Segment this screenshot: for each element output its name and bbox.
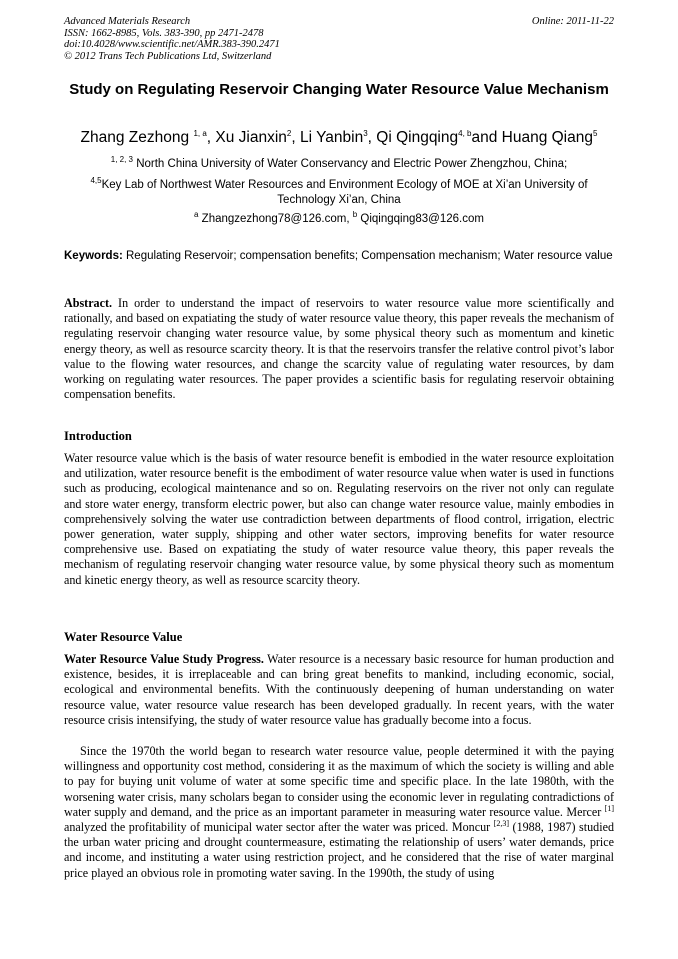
keywords-text: Regulating Reservoir; compensation benefits; Compensation mechanism; Water resource value: [122, 250, 613, 262]
affiliation-2: [60, 178, 618, 208]
author-superscript: 4, b: [458, 128, 472, 138]
doi-line: doi:10.4028/www.scientific.net/AMR.383-390.2471: [64, 39, 280, 50]
online-date: Online: 2011-11-22: [531, 16, 614, 27]
section-heading-water-resource-value: Water Resource Value: [64, 630, 183, 644]
study-progress-paragraph: [64, 652, 614, 728]
email-address: Zhangzezhong78@126.com,: [198, 213, 353, 225]
paragraph-text: Water resource is a necessary basic resource for human production and existence, besides, it is irreplaceable and can bring great benefits to mankind, including economic, social, ecological and environmental benefits. With the continuously deepening of human understanding on water resource value, water resource value research has been developed gradually. In recent years, with the water resource crisis intensifying, the study of water resource value has gradually become into a focus.: [64, 652, 614, 727]
email-line: [64, 212, 614, 227]
keywords: [64, 249, 614, 263]
keywords-label: Keywords:: [64, 250, 123, 262]
introduction-paragraph: Water resource value which is the basis of water resource benefit is embodied in the water resource exploitation and utilization, water resource benefit is the embodiment of water resource value when water is used in functions such as producing, ecological maintenance and so on. Regulating reservoirs on the river not only can regulate and store water energy, transform electric power, but also can change water resource value, mainly embodies in comprehensively solving the water use contradiction between departments of flood control, irrigation, electric power generation, water supply, shipping and other water sectors, improving benefits for water resource comprehensive use. Based on expatiating the study of water resource value theory, this paper reveals the mechanism of regulating reservoir changing water resource value, by some physical theory such as momentum and kinetic energy theory, as well as resource scarcity theory.: [64, 451, 614, 587]
affiliation-1: [60, 157, 618, 172]
email-address: Qiqingqing83@126.com: [357, 213, 484, 225]
citation-link[interactable]: [1]: [604, 803, 614, 813]
affiliation-text: North China University of Water Conservancy and Electric Power Zhengzhou, China;: [133, 158, 568, 170]
issn-line: ISSN: 1662-8985, Vols. 383-390, pp 2471-2478: [64, 27, 264, 39]
author-list: [40, 128, 638, 148]
journal-name: Advanced Materials Research: [64, 16, 191, 27]
abstract: [64, 296, 614, 402]
author-superscript: 3: [363, 128, 368, 138]
paragraph-text: Since the 1970th the world began to research water resource value, people determined it with the paying willingness and opportunity cost method, considering it as the maximum of which the society is willing and able to pay for buying unit volume of water at some specific time and specific place. In the late 1980th, with the worsening water crisis, many scholars began to consider using the economic lever in regulating contradictions of water supply and demand, and the price as an important parameter in measuring water resource value. Mercer: [64, 744, 614, 819]
paragraph-text: (1988, 1987) studied the urban water pricing and drought countermeasure, estimating the relationship of users’ water demands, price and income, and instituting a water using restriction project, and he considered that the rise of water marginal price played an obvious role in promoting water saving. In the 1990th, the study of using: [64, 820, 614, 880]
affiliation-superscript: 1, 2, 3: [110, 155, 134, 165]
author-name: Zhang Zezhong: [80, 129, 194, 146]
journal-metadata: [64, 16, 614, 62]
author-superscript: 2: [286, 128, 292, 138]
paper-title: Study on Regulating Reservoir Changing Water Resource Value Mechanism: [69, 81, 609, 98]
affiliation-superscript: 4,5: [90, 176, 102, 186]
history-paragraph: [64, 744, 614, 881]
author-superscript: 1, a: [193, 128, 207, 138]
abstract-label: Abstract.: [64, 296, 113, 310]
citation-link[interactable]: [2,3]: [493, 818, 510, 828]
author-name: , Li Yanbin: [291, 129, 364, 146]
copyright-line: © 2012 Trans Tech Publications Ltd, Switzerland: [64, 50, 272, 62]
email-superscript: a: [194, 210, 199, 220]
author-name: , Xu Jianxin: [206, 129, 287, 146]
author-superscript: 5: [592, 128, 598, 138]
author-name: and Huang Qiang: [471, 129, 593, 146]
author-name: , Qi Qingqing: [367, 129, 459, 146]
abstract-text: In order to understand the impact of reservoirs to water resource value more scientifically and rationally, and based on expatiating the study of water resource value theory, this paper reveals the mechanism of regulating reservoir changing water resource value, by some physical theory such as momentum and kinetic energy theory, as well as resource scarcity theory. It is that the reservoirs transfer the relative control pivot’s labor value to the flowing water resources, and change the scarcity value of regulating water resources, by dam working on regulating water resources. The paper provides a scientific basis for regulating reservoir obtaining compensation benefits.: [64, 296, 614, 402]
email-superscript: b: [352, 210, 358, 220]
section-heading-introduction: Introduction: [64, 429, 132, 443]
paragraph-text: analyzed the profitability of municipal water sector after the water was priced. Moncur: [64, 820, 494, 835]
affiliation-text: Key Lab of Northwest Water Resources and Environment Ecology of MOE at Xi’an University of Technology Xi’an, China: [101, 179, 588, 206]
run-in-heading: Water Resource Value Study Progress.: [64, 652, 264, 666]
